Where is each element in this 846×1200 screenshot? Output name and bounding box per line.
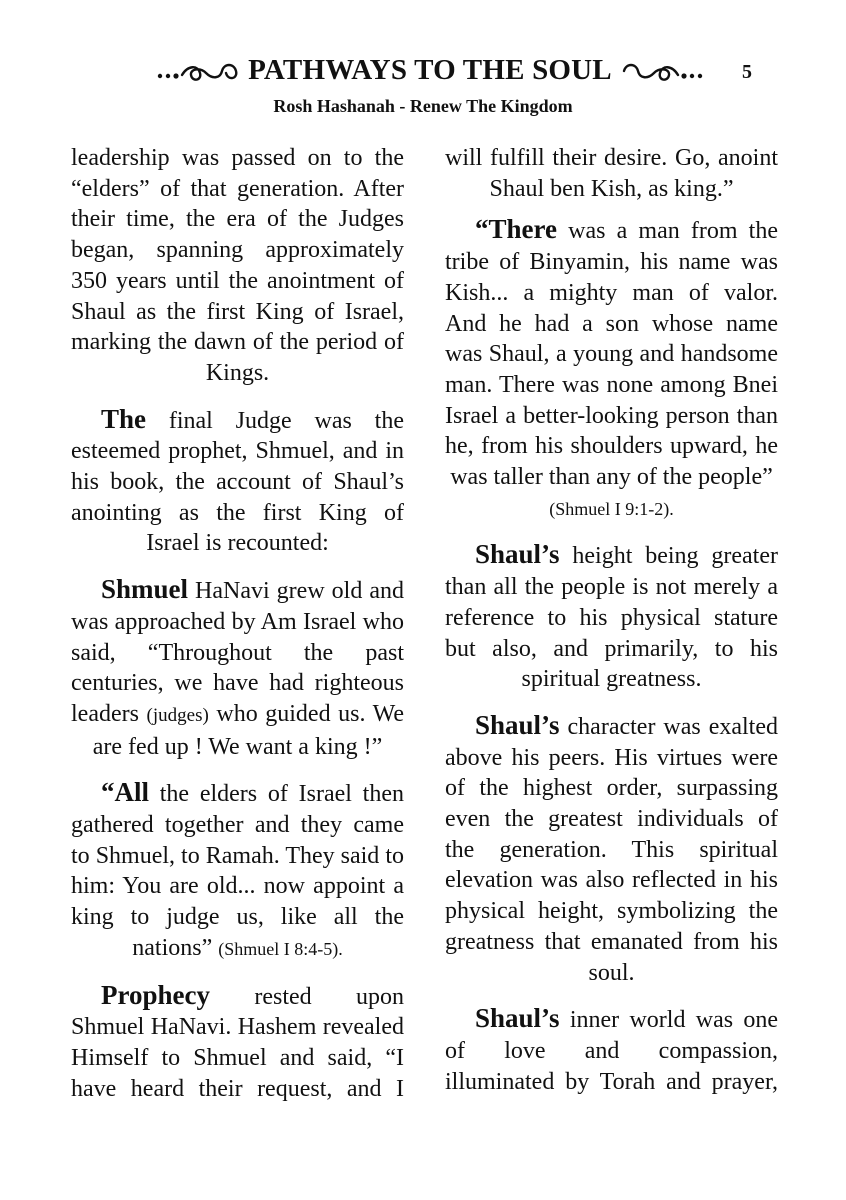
paragraph-there-was-a-man xyxy=(445,214,778,524)
paragraph-lead-word: The xyxy=(101,403,147,434)
citation: (Shmuel I 8:4-5). xyxy=(218,938,343,959)
paragraph-text: inner world was one of love and compassion, illuminated by Torah and prayer, xyxy=(445,1007,778,1095)
left-flourish-ornament xyxy=(156,55,240,85)
paragraph-text: height being greater than all the people is not merely a reference to his physical stature but also, and primarily, to his spiritual greatness. xyxy=(445,543,778,693)
paragraph-text: was a man from the tribe of Binyamin, his name was Kish... a mighty man of valor. And he had a son whose name was Shaul, a young and handsome man. There was none among Bnei Israel a better-looking person than he, from his shoulders upward, he was taller than any of the people” xyxy=(445,218,778,491)
right-flourish-ornament xyxy=(620,55,704,85)
paragraph-text: rested upon Shmuel HaNavi. Hashem revealed Himself to Shmuel and said, “I have heard their request, and I xyxy=(71,983,404,1102)
paragraph-text: will fulfill their desire. Go, anoint Shaul ben Kish, as king.” xyxy=(445,145,778,202)
paragraph-shaul-inner-world xyxy=(445,1003,778,1097)
paragraph-lead-word: Shaul’s xyxy=(475,709,560,740)
paragraph-text: character was exalted above his peers. His virtues were of the highest order, surpassing even the greatest individuals of the generation. This spiritual elevation was also reflected in his physical height, symbolizing the greatness that emanated from his soul. xyxy=(445,713,778,986)
paragraph-lead-word: Shmuel xyxy=(101,574,189,605)
paragraph-final-judge xyxy=(71,404,404,560)
paragraph-shaul-height xyxy=(445,539,778,695)
paragraph-continuation xyxy=(71,143,404,389)
paragraph-lead-word: Shaul’s xyxy=(475,1003,560,1034)
paragraph-lead-word: “All xyxy=(101,777,150,808)
paragraph-aside: (judges) xyxy=(146,704,209,726)
running-title: PATHWAYS TO THE SOUL xyxy=(248,53,612,86)
paragraph-text: HaNavi grew old and was approached by Am Israel who said, “Throughout the past centuries, we have had righteous leaders xyxy=(71,578,404,727)
page-header xyxy=(0,50,846,90)
left-text-column xyxy=(71,143,404,1119)
paragraph-continuation xyxy=(445,143,778,204)
running-title-row xyxy=(130,50,730,90)
paragraph-text: the elders of Israel then gathered together and they came to Shmuel, to Ramah. They said to him: You are old... now appoint a king to judge us, like all the nations” xyxy=(71,781,404,961)
paragraph-text: who guided us. We are fed up ! We want a king !” xyxy=(92,700,404,760)
paragraph-shmuel xyxy=(71,574,404,762)
citation: (Shmuel I 9:1-2). xyxy=(549,498,674,519)
paragraph-lead-word: Shaul’s xyxy=(475,539,560,570)
paragraph-elders xyxy=(71,777,404,964)
right-text-column xyxy=(445,143,778,1112)
paragraph-text: leadership was passed on to the “elders” of that generation. After their time, the era of the Judges began, spanning approximately 350 years until the anointment of Shaul as the first King of Israel, marking the dawn of the period of Kings. xyxy=(71,145,404,386)
paragraph-text: final Judge was the esteemed prophet, Shmuel, and in his book, the account of Shaul’s anointing as the first King of Israel is recounted: xyxy=(71,407,404,557)
page-number: 5 xyxy=(742,61,752,83)
paragraph-lead-word: “There xyxy=(475,214,557,245)
paragraph-shaul-character xyxy=(445,710,778,988)
paragraph-prophecy xyxy=(71,980,404,1105)
chapter-subtitle: Rosh Hashanah - Renew The Kingdom xyxy=(273,96,573,116)
paragraph-lead-word: Prophecy xyxy=(101,979,210,1010)
